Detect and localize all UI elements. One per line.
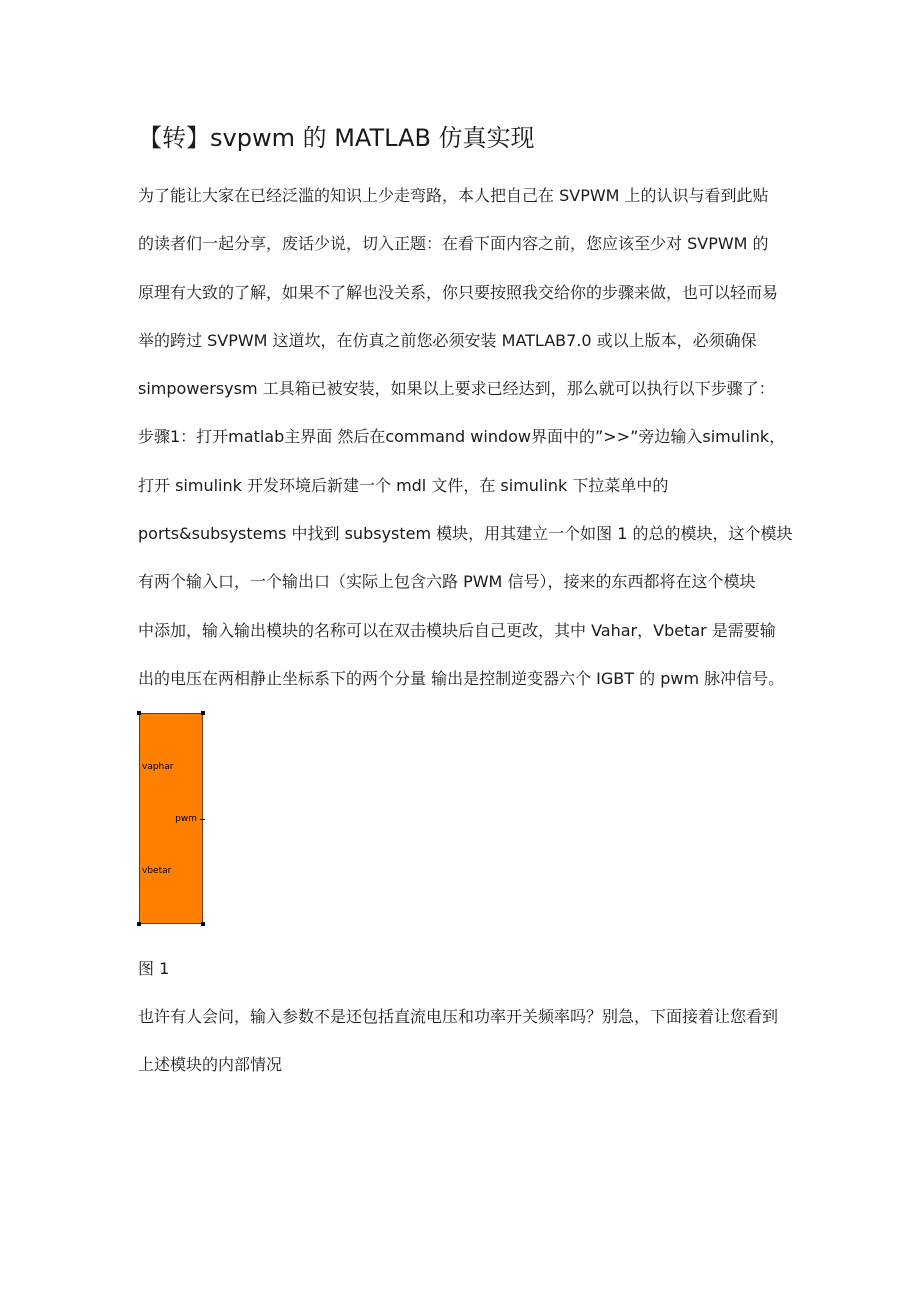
input-port-label-vbetar: vbetar [142, 866, 172, 876]
figure-caption: 图 1 [138, 959, 170, 978]
paragraph-line: 有两个输入口，一个输出口（实际上包含六路 PWM 信号），接来的东西都将在这个模块 [138, 572, 756, 591]
paragraph-line: simpowersysm 工具箱已被安装，如果以上要求已经达到，那么就可以执行以下步骤了： [138, 379, 775, 398]
paragraph-line: 的读者们一起分享，废话少说，切入正题：在看下面内容之前，您应该至少对 SVPWM 的 [138, 234, 769, 253]
output-port-label-pwm: pwm [175, 814, 197, 824]
subsystem-block-figure [139, 713, 203, 924]
selection-handle-top-left [137, 711, 141, 715]
paragraph-line: 原理有大致的了解，如果不了解也没关系，你只要按照我交给你的步骤来做，也可以轻而易 [138, 283, 779, 302]
paragraph-line: 举的跨过 SVPWM 这道坎，在仿真之前您必须安装 MATLAB7.0 或以上版本，必须确保 [138, 331, 757, 350]
paragraph-line: 也许有人会问，输入参数不是还包括直流电压和功率开关频率吗？别急，下面接着让您看到 [138, 1007, 779, 1026]
selection-handle-bottom-left [137, 922, 141, 926]
paragraph-line: 为了能让大家在已经泛滥的知识上少走弯路，本人把自己在 SVPWM 上的认识与看到此贴 [138, 186, 769, 205]
paragraph-line: 出的电压在两相静止坐标系下的两个分量 输出是控制逆变器六个 IGBT 的 pwm 脉冲信号。 [138, 669, 785, 688]
page-title: 【转】svpwm 的 MATLAB 仿真实现 [138, 124, 535, 152]
output-port-tick [200, 819, 205, 820]
input-port-label-vaphar: vaphar [142, 762, 174, 772]
paragraph-line: 打开 simulink 开发环境后新建一个 mdl 文件，在 simulink 下拉菜单中的 [138, 476, 669, 495]
paragraph-line: 中添加，输入输出模块的名称可以在双击模块后自己更改，其中 Vahar，Vbetar 是需要输 [138, 621, 776, 640]
selection-handle-top-right [201, 711, 205, 715]
paragraph-line: 步骤1：打开matlab主界面 然后在command window界面中的”>>”旁边输入simulink， [138, 427, 786, 446]
paragraph-line: ports&subsystems 中找到 subsystem 模块，用其建立一个如图 1 的总的模块，这个模块 [138, 524, 793, 543]
paragraph-line: 上述模块的内部情况 [138, 1055, 283, 1074]
selection-handle-bottom-right [201, 922, 205, 926]
